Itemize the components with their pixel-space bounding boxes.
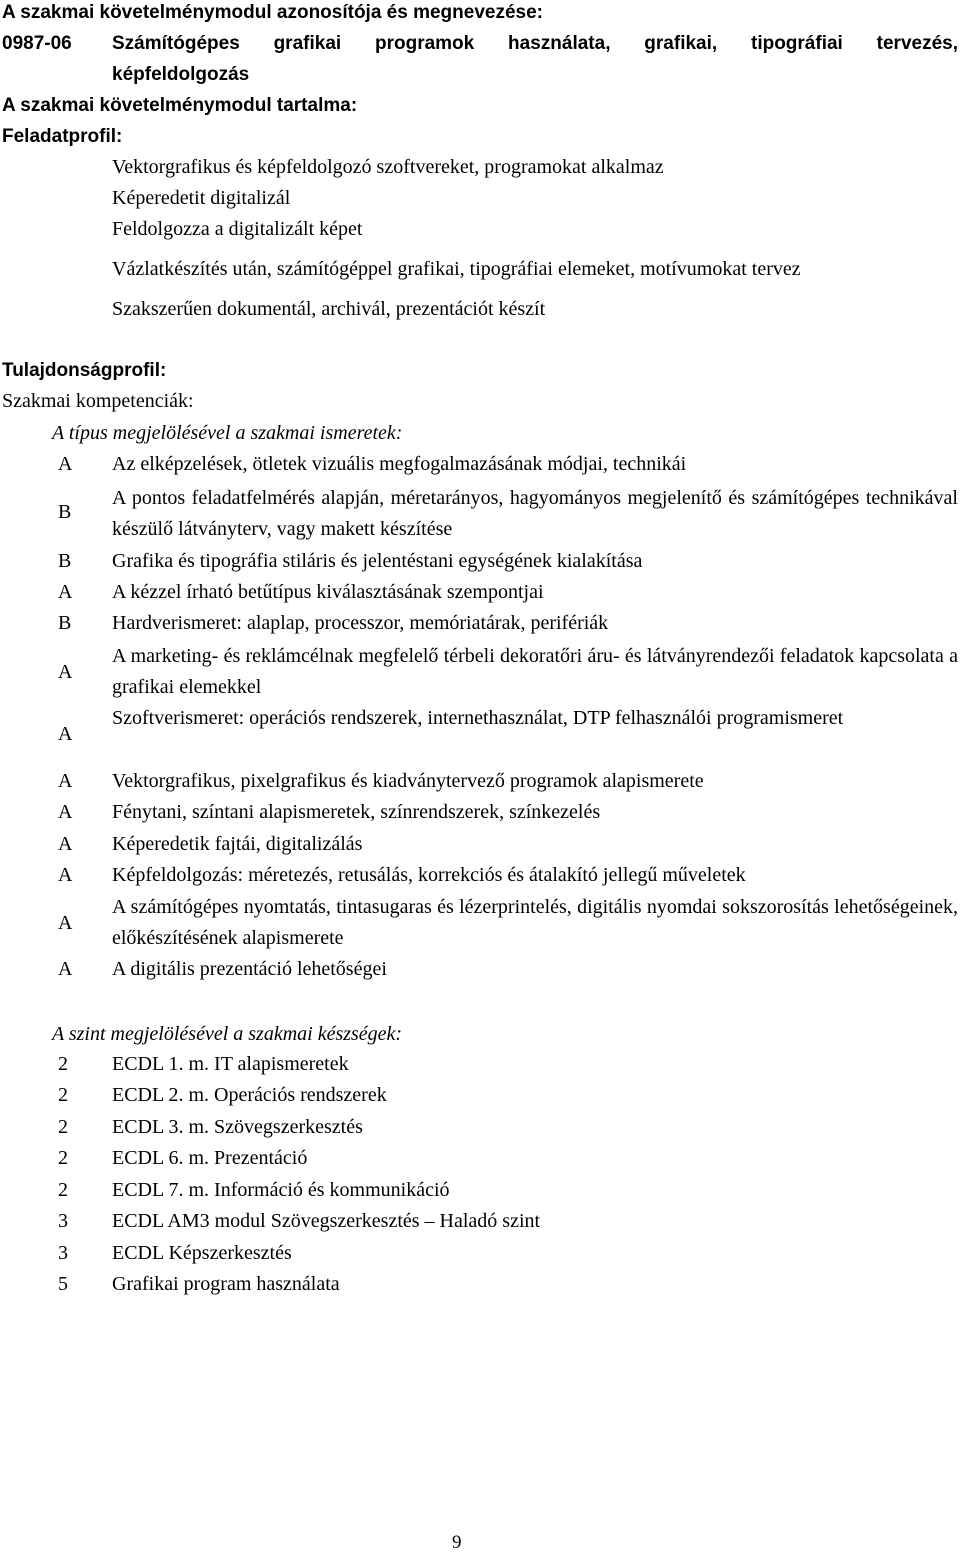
skill-level: 2 [58, 1084, 68, 1106]
knowledge-text: Hardverismeret: alaplap, processzor, memóriatárak, perifériák [112, 612, 609, 634]
knowledge-type: A [58, 958, 73, 980]
skill-text: ECDL 7. m. Információ és kommunikáció [112, 1179, 450, 1201]
page-number: 9 [452, 1532, 462, 1553]
skill-level: 2 [58, 1147, 68, 1169]
knowledge-type: A [58, 770, 73, 792]
knowledge-type: A [58, 453, 73, 475]
knowledge-text: Szoftverismeret: operációs rendszerek, internethasználat, DTP felhasználói programismeret [112, 707, 844, 729]
module-id-heading: A szakmai követelménymodul azonosítója és megnevezése: [2, 2, 543, 23]
knowledge-type: B [58, 612, 72, 634]
knowledge-type: B [58, 550, 72, 572]
tulajdonsagprofil-title: Tulajdonságprofil: [2, 360, 167, 381]
feladatprofil-item: Vektorgrafikus és képfeldolgozó szoftvereket, programokat alkalmaz [112, 156, 664, 178]
feladatprofil-item: Vázlatkészítés után, számítógéppel grafikai, tipográfiai elemeket, motívumokat tervez [112, 258, 801, 280]
feladatprofil-item: Szakszerűen dokumentál, archivál, prezentációt készít [112, 298, 546, 320]
feladatprofil-item: Képeredetit digitalizál [112, 187, 291, 209]
knowledge-type: A [58, 723, 73, 745]
content-heading: A szakmai követelménymodul tartalma: [2, 95, 358, 116]
knowledge-text: Képeredetik fajtái, digitalizálás [112, 833, 363, 855]
skill-text: Grafikai program használata [112, 1273, 340, 1295]
skill-text: ECDL AM3 modul Szövegszerkesztés – Haladó szint [112, 1210, 541, 1232]
knowledge-text: Az elképzelések, ötletek vizuális megfogalmazásának módjai, technikái [112, 453, 687, 475]
skill-level: 2 [58, 1116, 68, 1138]
knowledge-heading: A típus megjelölésével a szakmai ismeretek: [52, 422, 403, 444]
skill-level: 5 [58, 1273, 68, 1295]
knowledge-type: B [58, 501, 72, 523]
module-code: 0987-06 [2, 33, 72, 54]
knowledge-type: A [58, 661, 73, 683]
knowledge-text: A digitális prezentáció lehetőségei [112, 958, 387, 980]
knowledge-text: Fénytani, színtani alapismeretek, színrendszerek, színkezelés [112, 801, 601, 823]
feladatprofil-title: Feladatprofil: [2, 126, 123, 147]
skill-level: 2 [58, 1179, 68, 1201]
skill-level: 3 [58, 1242, 68, 1264]
skill-text: ECDL 2. m. Operációs rendszerek [112, 1084, 387, 1106]
knowledge-text: A marketing- és reklámcélnak megfelelő térbeli dekoratőri áru- és látványrendezői feladatok kapcsolata a grafikai elemekkel [112, 645, 958, 698]
module-name-line1: Számítógépes grafikai programok használata, grafikai, tipográfiai tervezés, [112, 33, 958, 54]
skill-text: ECDL 6. m. Prezentáció [112, 1147, 308, 1169]
skill-text: ECDL Képszerkesztés [112, 1242, 292, 1264]
knowledge-type: A [58, 833, 73, 855]
skill-level: 2 [58, 1053, 68, 1075]
knowledge-text: A kézzel írható betűtípus kiválasztásának szempontjai [112, 581, 544, 603]
knowledge-type: A [58, 801, 73, 823]
knowledge-type: A [58, 912, 73, 934]
knowledge-type: A [58, 581, 73, 603]
module-name-line2: képfeldolgozás [112, 64, 250, 85]
knowledge-text: A pontos feladatfelmérés alapján, méretarányos, hagyományos megjelenítő és számítógépes technikával készülő látványterv, vagy makett készítése [112, 487, 958, 540]
knowledge-text: A számítógépes nyomtatás, tintasugaras és lézerprintelés, digitális nyomdai sokszorosítás lehetőségeinek, előkészítésének alapismerete [112, 896, 958, 949]
feladatprofil-item: Feldolgozza a digitalizált képet [112, 218, 363, 240]
knowledge-text: Vektorgrafikus, pixelgrafikus és kiadványtervező programok alapismerete [112, 770, 704, 792]
knowledge-text: Képfeldolgozás: méretezés, retusálás, korrekciós és átalakító jellegű műveletek [112, 864, 746, 886]
skill-text: ECDL 1. m. IT alapismeretek [112, 1053, 349, 1075]
knowledge-text: Grafika és tipográfia stiláris és jelentéstani egységének kialakítása [112, 550, 643, 572]
knowledge-type: A [58, 864, 73, 886]
competencies-label: Szakmai kompetenciák: [2, 390, 194, 412]
skill-text: ECDL 3. m. Szövegszerkesztés [112, 1116, 363, 1138]
skills-heading: A szint megjelölésével a szakmai készségek: [52, 1023, 403, 1045]
skill-level: 3 [58, 1210, 68, 1232]
